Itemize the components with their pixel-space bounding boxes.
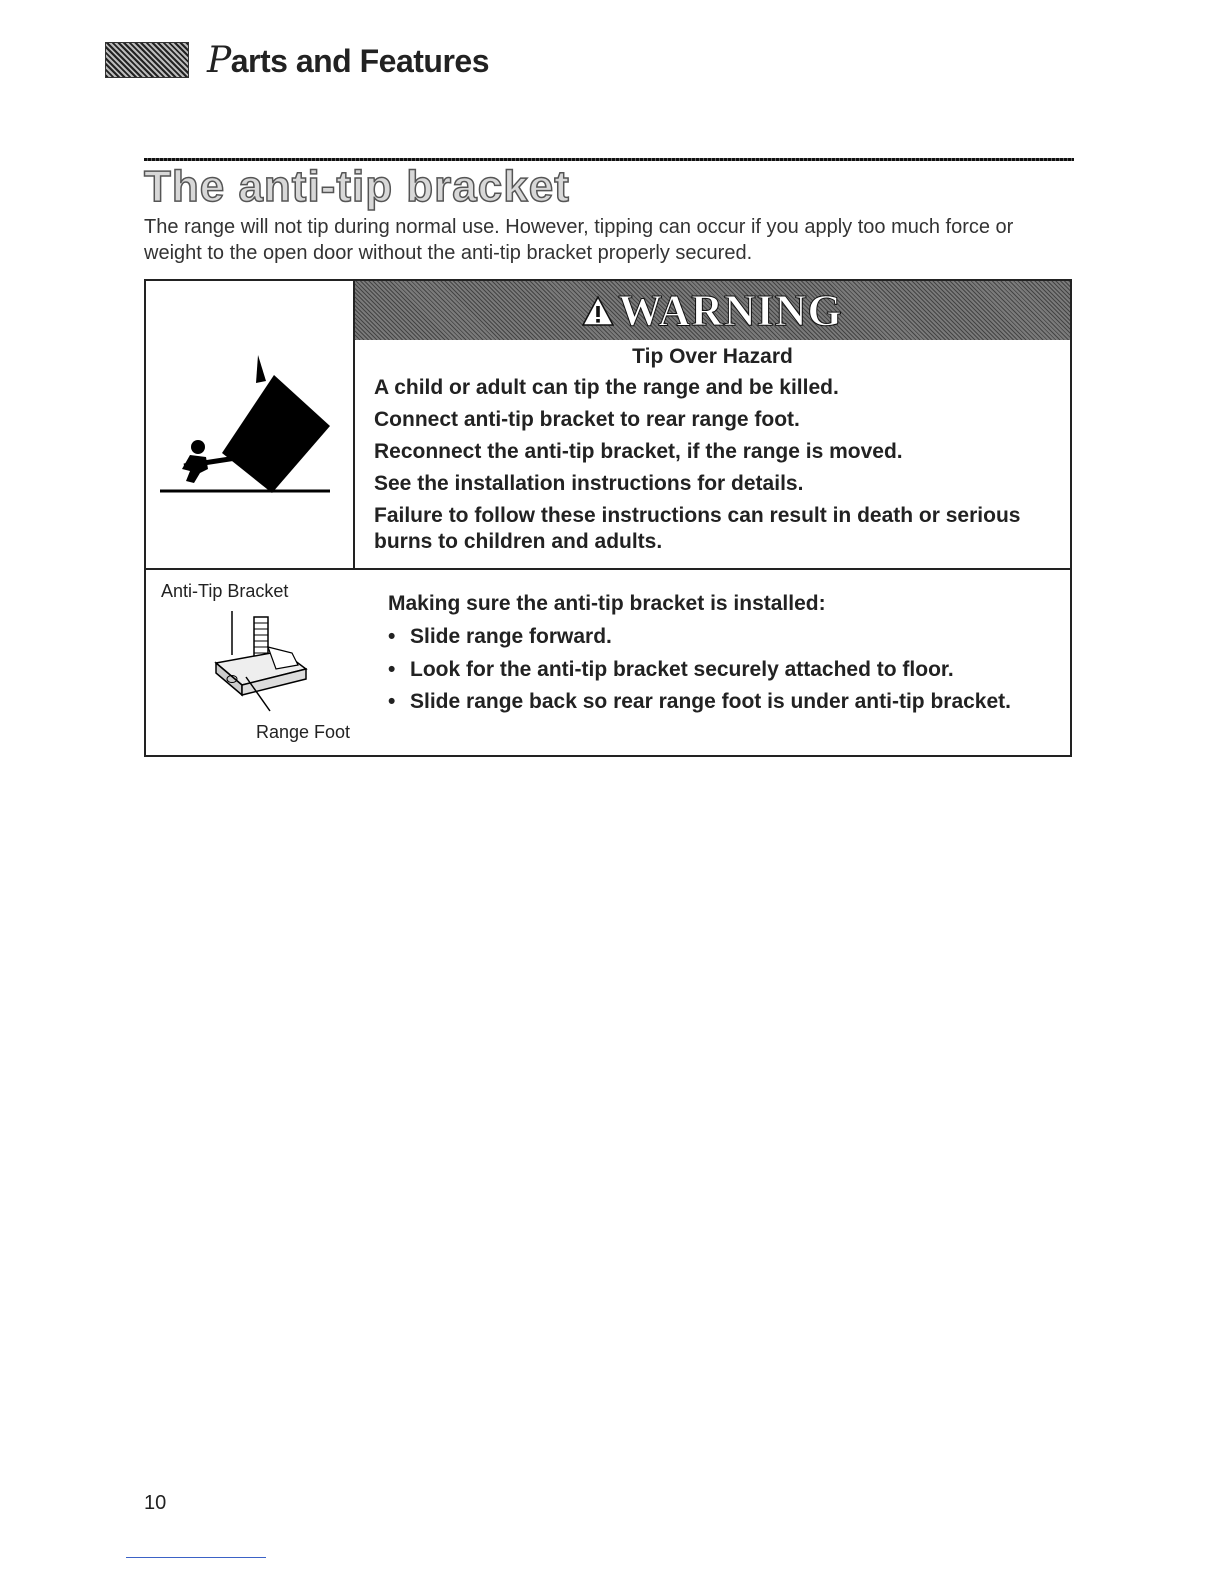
install-item-text: Slide range forward. [410,625,612,648]
warning-banner [355,281,1070,340]
bracket-label: Anti-Tip Bracket [161,581,289,601]
chapter-title-rest: arts and Features [230,42,489,79]
section-title: The anti-tip bracket [144,162,570,211]
warning-triangle-icon [582,295,614,327]
install-item-text: Slide range back so rear range foot is under anti-tip bracket. [410,690,1011,713]
hazard-title: Tip Over Hazard [632,345,793,368]
anti-tip-bracket-icon [198,607,328,717]
install-title: Making sure the anti-tip bracket is installed: [388,592,826,615]
section-rule [144,158,1074,161]
install-list [388,624,1068,722]
oven-door-shape [256,355,266,383]
warning-box [144,279,1072,757]
warning-line: Connect anti-tip bracket to rear range foot. [374,408,800,431]
chapter-title-initial: P [207,39,231,81]
child-head-shape [191,440,205,454]
bullet-icon: • [388,690,396,713]
bullet-icon: • [388,625,396,648]
warning-line: Failure to follow these instructions can result in death or serious burns to children and adults. [374,504,1021,553]
child-body-shape [182,455,208,483]
warning-label: WARNING [618,286,843,335]
warning-line: A child or adult can tip the range and be killed. [374,376,839,399]
install-item [388,657,1068,683]
page-number: 10 [144,1492,167,1514]
install-item-text: Look for the anti-tip bracket securely attached to floor. [410,657,954,681]
install-item [388,624,1068,650]
range-foot-label: Range Foot [256,722,351,742]
page-header [105,38,489,82]
warning-line: See the installation instructions for details. [374,472,804,495]
chapter-title [207,40,489,81]
footer-rule [126,1557,266,1558]
tip-over-hazard-icon [160,351,340,501]
brand-logo [105,42,189,78]
warning-list [374,375,1054,561]
section-intro: The range will not tip during normal use. However, tipping can occur if you apply too much force or weight to the open door without the anti-tip bracket properly secured. [144,216,1014,264]
warning-box-divider-horizontal [146,568,1070,570]
tipping-range-shape [222,375,330,493]
warning-line: Reconnect the anti-tip bracket, if the range is moved. [374,440,903,463]
bullet-icon: • [388,657,396,681]
install-item [388,689,1068,715]
